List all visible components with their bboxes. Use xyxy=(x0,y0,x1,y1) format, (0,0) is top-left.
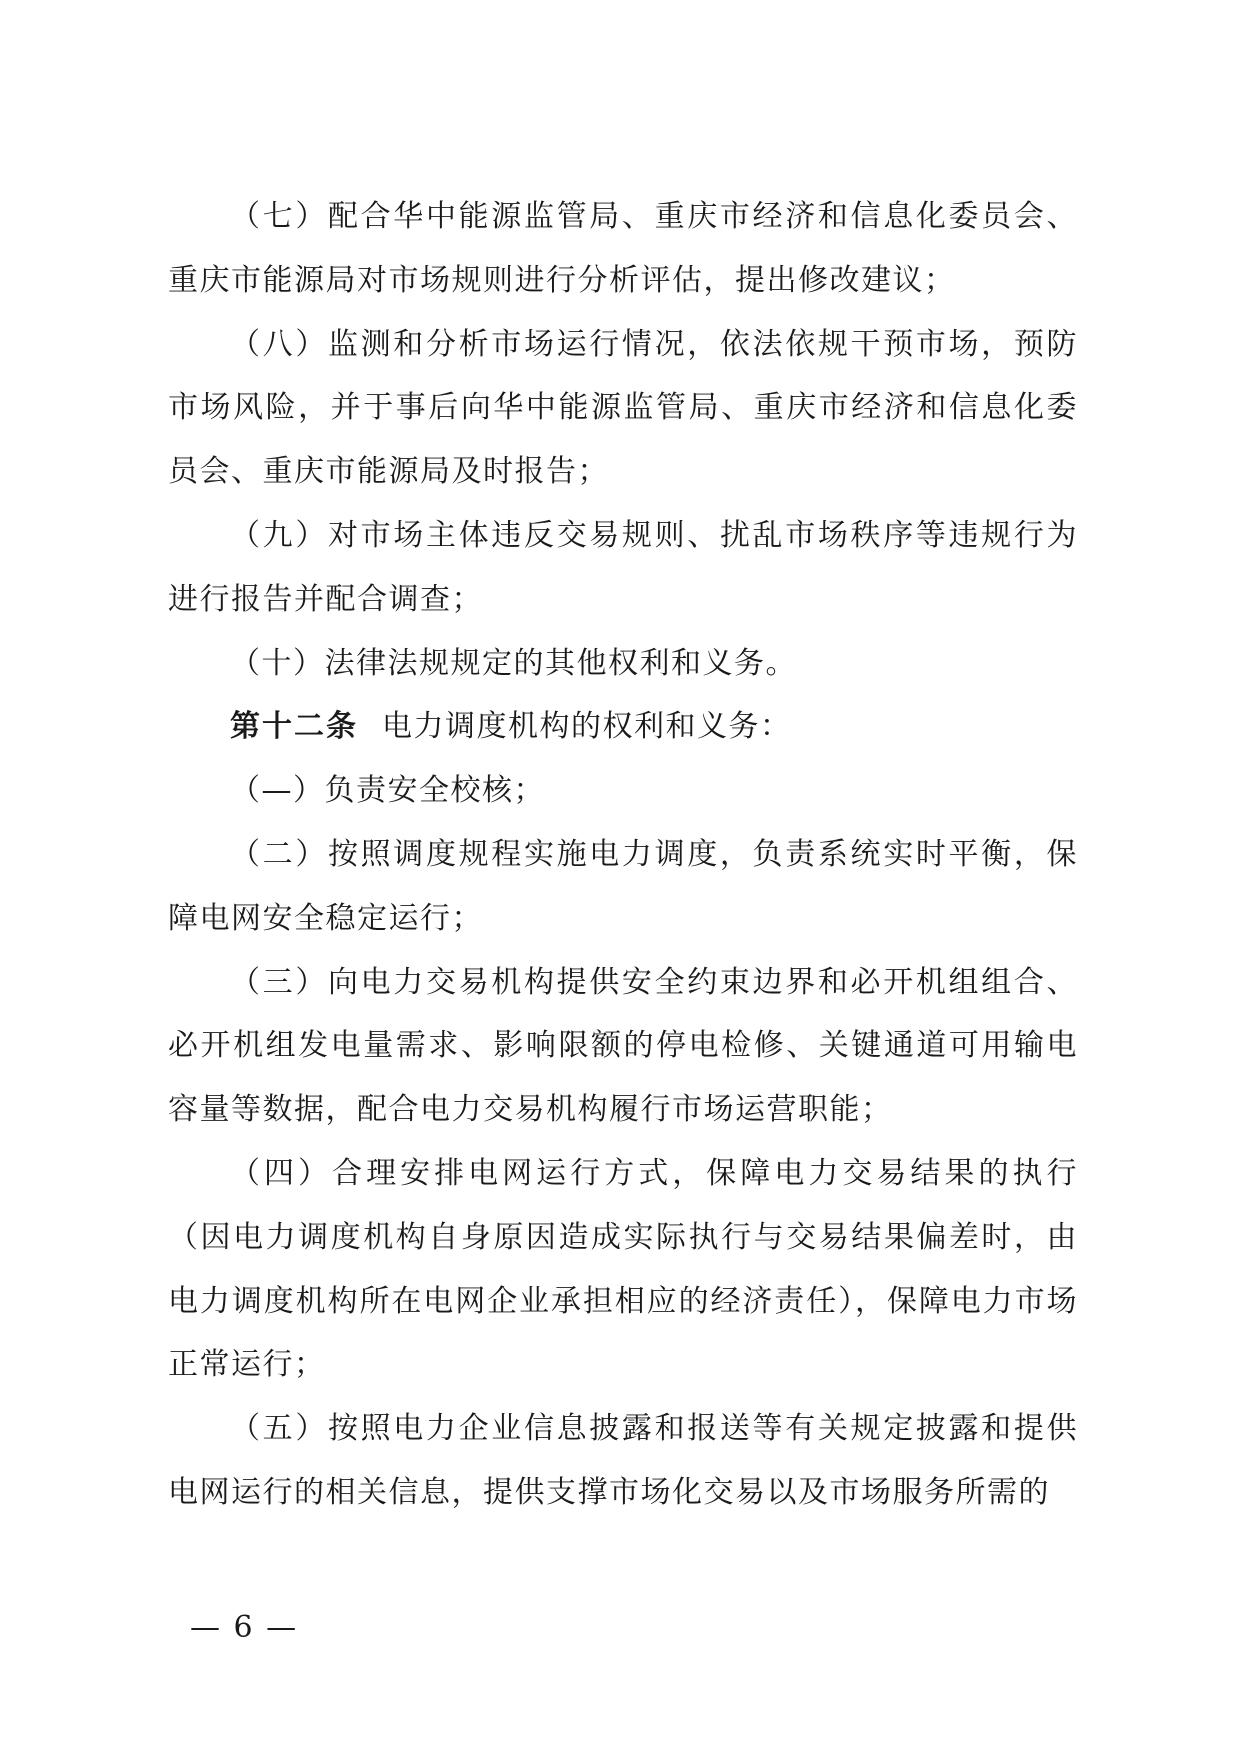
document-body xyxy=(168,185,1078,1525)
paragraph-clause-7: （七）配合华中能源监管局、重庆市经济和信息化委员会、重庆市能源局对市场规则进行分析评估，提出修改建议； xyxy=(168,199,1078,298)
paragraph-item-2: （二）按照调度规程实施电力调度，负责系统实时平衡，保障电网安全稳定运行； xyxy=(168,836,1078,936)
article-heading: 第十二条 xyxy=(230,709,358,745)
paragraph-clause-9: （九）对市场主体违反交易规则、扰乱市场秩序等违规行为进行报告并配合调查； xyxy=(168,517,1078,617)
paragraph-item-5: （五）按照电力企业信息披露和报送等有关规定披露和提供电网运行的相关信息，提供支撑市场化交易以及市场服务所需的 xyxy=(168,1411,1078,1510)
paragraph-item-1: （—）负责安全校核； xyxy=(230,773,545,809)
paragraph-clause-10: （十）法律法规规定的其他权利和义务。 xyxy=(230,645,797,681)
paragraph-item-4: （四）合理安排电网运行方式，保障电力交易结果的执行（因电力调度机构自身原因造成实际执行与交易结果偏差时，由电力调度机构所在电网企业承担相应的经济责任），保障电力市场正常运行； xyxy=(168,1155,1078,1383)
paragraph-item-3: （三）向电力交易机构提供安全约束边界和必开机组组合、必开机组发电量需求、影响限额的停电检修、关键通道可用输电容量等数据，配合电力交易机构履行市场运营职能； xyxy=(168,964,1078,1128)
article-12-text: 电力调度机构的权利和义务： xyxy=(382,709,792,745)
page-number: — 6 — xyxy=(190,1610,299,1645)
paragraph-clause-8: （八）监测和分析市场运行情况，依法依规干预市场，预防市场风险，并于事后向华中能源监管局、重庆市经济和信息化委员会、重庆市能源局及时报告； xyxy=(168,326,1078,490)
article-12-paragraph xyxy=(168,695,1078,759)
